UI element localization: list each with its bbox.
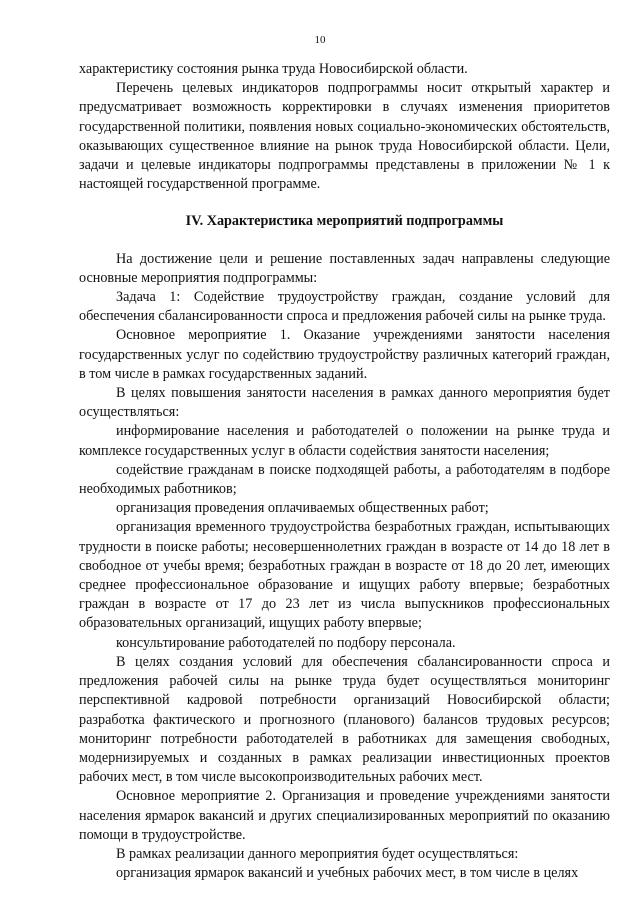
document-body xyxy=(79,60,610,883)
paragraph: организация ярмарок вакансий и учебных рабочих мест, в том числе в целях xyxy=(116,865,579,882)
paragraph: В рамках реализации данного мероприятия будет осуществляться: xyxy=(116,845,519,862)
paragraph: Основное мероприятие 1. Оказание учреждениями занятости населения государственных услуг по содействию трудоустройству различных категорий граждан, в том числе в рамках государственных заданий. xyxy=(79,327,610,382)
paragraph: характеристику состояния рынка труда Новосибирской области. xyxy=(79,61,468,77)
paragraph: В целях повышения занятости населения в рамках данного мероприятия будет осуществляться: xyxy=(79,385,610,421)
paragraph: На достижение цели и решение поставленных задач направлены следующие основные мероприятия подпрограммы: xyxy=(79,250,610,286)
section-heading: IV. Характеристика мероприятий подпрограммы xyxy=(185,213,504,230)
paragraph: В целях создания условий для обеспечения сбалансированности спроса и предложения рабочей силы на рынке труда будет осуществляться мониторинг перспективной кадровой потребности организаций Новосибирской области; разработка фактического и прогнозного (планового) балансов трудовых ресурсов; мониторинг потребности работодателей в работниках для замещения свободных, модернизируемых и созданных в рамках реализации инвестиционных проектов рабочих мест, в том числе высокопроизводительных рабочих мест. xyxy=(79,653,610,786)
paragraph: Перечень целевых индикаторов подпрограммы носит открытый характер и предусматривает возможность корректировки в случаях изменения приоритетов государственной политики, появления новых социально-экономических обстоятельств, оказывающих существенное влияние на рынок труда Новосибирской области. Цели, задачи и целевые индикаторы подпрограммы представлены в приложении № 1 к настоящей государственной программе. xyxy=(79,80,610,193)
paragraph: содействие гражданам в поиске подходящей работы, а работодателям в подборе необходимых работников; xyxy=(79,461,610,498)
paragraph: Основное мероприятие 2. Организация и проведение учреждениями занятости населения ярмарок вакансий и других специализированных мероприятий по оказанию помощи в трудоустройстве. xyxy=(79,788,610,843)
paragraph: консультирование работодателей по подбору персонала. xyxy=(116,634,456,651)
paragraph: информирование населения и работодателей о положении на рынке труда и комплексе государственных услуг в области содействия занятости населения; xyxy=(79,423,610,459)
paragraph: организация проведения оплачиваемых общественных работ; xyxy=(116,500,489,517)
paragraph: организация временного трудоустройства безработных граждан, испытывающих трудности в поиске работы; несовершеннолетних граждан в возрасте от 14 до 18 лет в свободное от учебы время; безработных граждан в возрасте от 18 до 20 лет, имеющих среднее профессиональное образование и ищущих работу впервые; безработных граждан в возрасте от 17 до 23 лет из числа выпускников профессиональных образовательных организаций, ищущих работу впервые; xyxy=(79,519,610,632)
page-number: 10 xyxy=(314,34,326,46)
paragraph: Задача 1: Содействие трудоустройству граждан, создание условий для обеспечения сбалансированности спроса и предложения рабочей силы на рынке труда. xyxy=(79,289,610,325)
